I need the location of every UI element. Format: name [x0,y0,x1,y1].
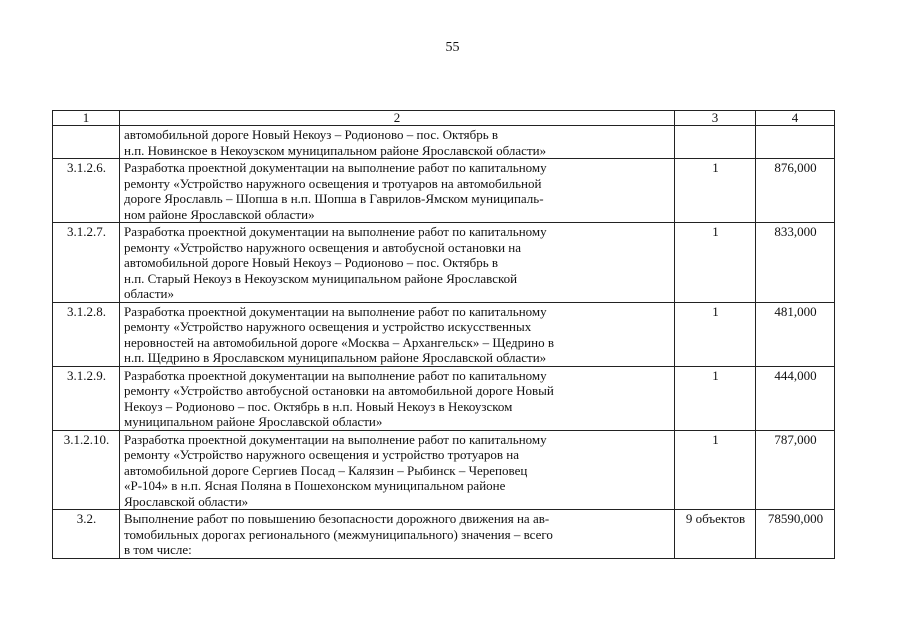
row-description [120,126,675,159]
table-header-row [53,111,835,126]
description-line: в том числе: [124,542,192,557]
description-line: ремонту «Устройство наружного освещения и тротуаров на автомобильной [124,175,542,191]
page-number: 55 [445,40,460,55]
table-row [53,126,835,159]
row-amount: 787,000 [756,430,835,510]
row-number: 3.1.2.10. [53,430,120,510]
description-line: ремонту «Устройство наружного освещения и устройство искусственных [124,319,532,334]
description-line: н.п. Щедрино в Ярославском муниципальном районе Ярославской области» [124,350,547,365]
row-amount: 78590,000 [756,510,835,559]
table-row [53,366,835,430]
description-line: «Р-104» в н.п. Ясная Поляна в Пошехонском муниципальном районе [124,478,506,493]
table-row [53,223,835,303]
description-line: Некоуз – Родионово – пос. Октябрь в н.п. Новый Некоуз в Некоузском [124,398,513,414]
description-line: муниципальном районе Ярославской области» [124,414,383,429]
description-line: ремонту «Устройство автобусной остановки на автомобильной дороге Новый [124,383,554,398]
row-description [120,430,675,510]
description-line: н.п. Новинское в Некоузском муниципальном районе Ярославской области» [124,142,547,158]
row-number: 3.1.2.7. [53,223,120,303]
table-row [53,430,835,510]
row-quantity: 1 [675,159,756,223]
row-description [120,510,675,559]
description-line: Разработка проектной документации на выполнение работ по капитальному [124,160,547,175]
row-quantity [675,126,756,159]
description-line: Разработка проектной документации на выполнение работ по капитальному [124,367,547,383]
row-description [120,302,675,366]
description-line: автомобильной дороге Сергиев Посад – Калязин – Рыбинск – Череповец [124,462,528,478]
header-col-3: 3 [675,111,756,126]
budget-table [52,110,835,559]
row-number: 3.2. [53,510,120,559]
description-line: ремонту «Устройство наружного освещения и устройство тротуаров на [124,447,520,462]
description-line: Разработка проектной документации на выполнение работ по капитальному [124,303,547,319]
header-col-4: 4 [756,111,835,126]
row-number: 3.1.2.6. [53,159,120,223]
description-line: автомобильной дороге Новый Некоуз – Родионово – пос. Октябрь в [124,255,499,270]
description-line: области» [124,286,174,301]
description-line: ремонту «Устройство наружного освещения и автобусной остановки на [124,239,522,255]
row-quantity: 1 [675,302,756,366]
row-amount: 481,000 [756,302,835,366]
header-col-1: 1 [53,111,120,126]
row-quantity: 1 [675,430,756,510]
description-line: томобильных дорогах регионального (межмуниципального) значения – всего [124,526,553,542]
row-quantity: 9 объектов [675,510,756,559]
description-line: автомобильной дороге Новый Некоуз – Родионово – пос. Октябрь в [124,127,499,142]
row-quantity: 1 [675,366,756,430]
description-line: н.п. Старый Некоуз в Некоузском муниципальном районе Ярославской [124,270,518,286]
row-number: 3.1.2.8. [53,302,120,366]
row-amount: 833,000 [756,223,835,303]
row-number: 3.1.2.9. [53,366,120,430]
row-description [120,223,675,303]
description-line: Ярославской области» [124,493,249,509]
row-description [120,366,675,430]
description-line: дороге Ярославль – Шопша в н.п. Шопша в Гаврилов-Ямском муниципаль- [124,191,544,206]
row-description [120,159,675,223]
table-row [53,510,835,559]
row-number [53,126,120,159]
row-amount [756,126,835,159]
description-line: Разработка проектной документации на выполнение работ по капитальному [124,224,547,239]
row-amount: 876,000 [756,159,835,223]
description-line: Выполнение работ по повышению безопасности дорожного движения на ав- [124,511,550,526]
row-quantity: 1 [675,223,756,303]
header-col-2: 2 [120,111,675,126]
row-amount: 444,000 [756,366,835,430]
table-row [53,302,835,366]
description-line: ном районе Ярославской области» [124,206,315,222]
description-line: неровностей на автомобильной дороге «Москва – Архангельск» – Щедрино в [124,334,554,350]
description-line: Разработка проектной документации на выполнение работ по капитальному [124,431,547,447]
table-row [53,159,835,223]
